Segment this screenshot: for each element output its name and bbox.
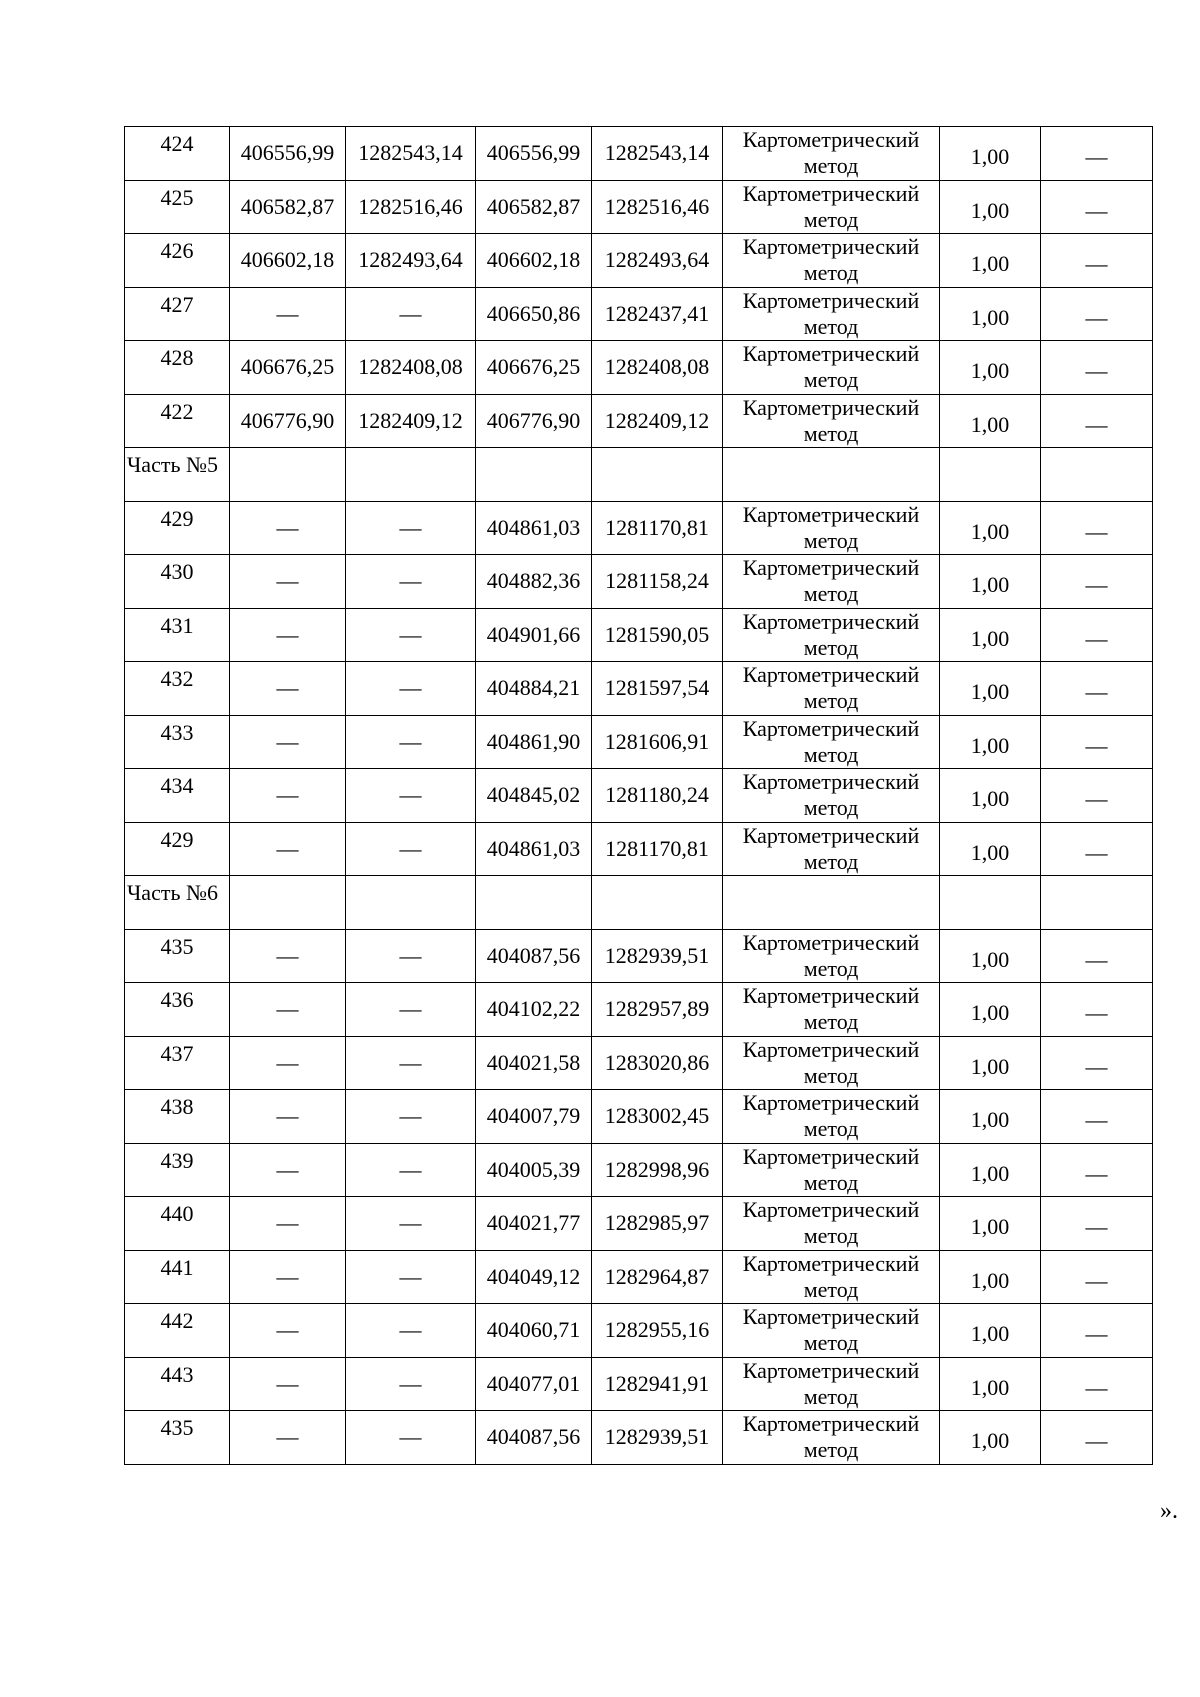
new-y: 1282493,64 [592,234,723,288]
description-cell: — [1041,394,1153,448]
accuracy: 1,00 [940,1090,1041,1144]
new-x: 404884,21 [476,662,592,716]
point-number: 428 [125,341,230,395]
method-line-1: Картометрический [742,715,920,741]
accuracy: 1,00 [940,127,1041,181]
new-x: 404049,12 [476,1250,592,1304]
accuracy: 1,00 [940,1357,1041,1411]
point-number: 424 [125,127,230,181]
existing-y: — [346,662,476,716]
accuracy: 1,00 [940,501,1041,555]
description-cell: — [1041,1036,1153,1090]
existing-y: — [346,608,476,662]
new-y: 1281170,81 [592,822,723,876]
table-row [125,662,1153,716]
table-row [125,1411,1153,1465]
new-y: 1282543,14 [592,127,723,181]
existing-x: — [230,1411,346,1465]
method-line-1: Картометрический [742,769,920,795]
new-y: 1282964,87 [592,1250,723,1304]
existing-y: — [346,501,476,555]
method-line-2: метод [803,1009,859,1035]
existing-x: — [230,501,346,555]
method-line-1: Картометрический [742,234,920,260]
method-cell [723,394,940,448]
new-y: 1282998,96 [592,1143,723,1197]
accuracy: 1,00 [940,662,1041,716]
new-y: 1282408,08 [592,341,723,395]
existing-y: 1282409,12 [346,394,476,448]
new-x: 404021,58 [476,1036,592,1090]
point-number: 436 [125,983,230,1037]
empty-cell [723,448,940,502]
method-line-2: метод [803,1062,859,1088]
accuracy: 1,00 [940,394,1041,448]
description-cell: — [1041,1304,1153,1358]
description-cell: — [1041,501,1153,555]
table-row [125,822,1153,876]
accuracy: 1,00 [940,769,1041,823]
accuracy: 1,00 [940,341,1041,395]
existing-x: 406776,90 [230,394,346,448]
description-cell: — [1041,608,1153,662]
accuracy: 1,00 [940,287,1041,341]
method-line-2: метод [803,367,859,393]
method-cell [723,1036,940,1090]
empty-cell [592,876,723,930]
existing-y: 1282493,64 [346,234,476,288]
method-cell [723,1143,940,1197]
accuracy: 1,00 [940,1250,1041,1304]
method-line-1: Картометрический [742,1411,920,1437]
new-y: 1282939,51 [592,1411,723,1465]
method-line-2: метод [803,313,859,339]
point-number: 427 [125,287,230,341]
method-line-2: метод [803,1330,859,1356]
point-number: 422 [125,394,230,448]
method-cell [723,1250,940,1304]
method-cell [723,180,940,234]
table-row [125,1357,1153,1411]
description-cell: — [1041,1250,1153,1304]
existing-x: — [230,1250,346,1304]
accuracy: 1,00 [940,1197,1041,1251]
accuracy: 1,00 [940,929,1041,983]
existing-y: 1282516,46 [346,180,476,234]
method-line-1: Картометрический [742,1250,920,1276]
existing-x: 406602,18 [230,234,346,288]
new-x: 404901,66 [476,608,592,662]
method-line-2: метод [803,688,859,714]
existing-y: 1282543,14 [346,127,476,181]
method-cell [723,822,940,876]
new-x: 404845,02 [476,769,592,823]
table-row [125,929,1153,983]
accuracy: 1,00 [940,180,1041,234]
existing-y: — [346,1036,476,1090]
method-line-2: метод [803,1223,859,1249]
method-cell [723,127,940,181]
method-cell [723,608,940,662]
new-x: 406556,99 [476,127,592,181]
new-x: 406676,25 [476,341,592,395]
empty-cell [940,448,1041,502]
part-label: Часть №6 [125,876,230,930]
table-row [125,715,1153,769]
description-cell: — [1041,769,1153,823]
existing-y: — [346,555,476,609]
new-y: 1282437,41 [592,287,723,341]
new-x: 404077,01 [476,1357,592,1411]
new-y: 1281180,24 [592,769,723,823]
existing-x: — [230,1036,346,1090]
table-row [125,1250,1153,1304]
existing-y: — [346,1143,476,1197]
method-cell [723,501,940,555]
existing-x: 406556,99 [230,127,346,181]
accuracy: 1,00 [940,234,1041,288]
table-row [125,341,1153,395]
description-cell: — [1041,1197,1153,1251]
empty-cell [230,876,346,930]
point-number: 441 [125,1250,230,1304]
existing-x: — [230,1357,346,1411]
method-line-1: Картометрический [742,555,920,581]
new-y: 1283002,45 [592,1090,723,1144]
table-row [125,234,1153,288]
existing-x: — [230,822,346,876]
existing-y: — [346,1197,476,1251]
existing-y: — [346,1250,476,1304]
method-line-1: Картометрический [742,287,920,313]
new-y: 1282516,46 [592,180,723,234]
part-header-row [125,876,1153,930]
description-cell: — [1041,662,1153,716]
new-x: 406650,86 [476,287,592,341]
new-x: 404861,03 [476,822,592,876]
existing-y: — [346,822,476,876]
description-cell: — [1041,822,1153,876]
empty-cell [476,876,592,930]
method-line-1: Картометрический [742,1304,920,1330]
accuracy: 1,00 [940,608,1041,662]
accuracy: 1,00 [940,715,1041,769]
table-row [125,287,1153,341]
method-line-1: Картометрический [742,127,920,153]
method-cell [723,287,940,341]
existing-x: — [230,715,346,769]
existing-x: — [230,662,346,716]
existing-x: — [230,769,346,823]
empty-cell [346,876,476,930]
point-number: 442 [125,1304,230,1358]
point-number: 437 [125,1036,230,1090]
method-cell [723,555,940,609]
method-line-2: метод [803,634,859,660]
method-line-2: метод [803,1116,859,1142]
description-cell: — [1041,715,1153,769]
method-line-2: метод [803,955,859,981]
existing-y: — [346,715,476,769]
accuracy: 1,00 [940,983,1041,1037]
description-cell: — [1041,983,1153,1037]
description-cell: — [1041,287,1153,341]
method-cell [723,662,940,716]
point-number: 439 [125,1143,230,1197]
table-row [125,608,1153,662]
table-row [125,1036,1153,1090]
new-y: 1282409,12 [592,394,723,448]
method-line-1: Картометрический [742,1197,920,1223]
method-cell [723,1090,940,1144]
table-row [125,127,1153,181]
table-row [125,555,1153,609]
part-header-row [125,448,1153,502]
new-x: 406602,18 [476,234,592,288]
method-line-1: Картометрический [742,394,920,420]
point-number: 429 [125,501,230,555]
empty-cell [723,876,940,930]
table-row [125,769,1153,823]
method-cell [723,983,940,1037]
point-number: 438 [125,1090,230,1144]
existing-x: — [230,983,346,1037]
method-line-1: Картометрический [742,1090,920,1116]
table-row [125,394,1153,448]
new-x: 404087,56 [476,1411,592,1465]
method-cell [723,234,940,288]
new-y: 1281158,24 [592,555,723,609]
method-line-2: метод [803,153,859,179]
empty-cell [1041,876,1153,930]
accuracy: 1,00 [940,1411,1041,1465]
point-number: 430 [125,555,230,609]
method-line-1: Картометрический [742,983,920,1009]
description-cell: — [1041,929,1153,983]
accuracy: 1,00 [940,822,1041,876]
description-cell: — [1041,127,1153,181]
point-number: 435 [125,1411,230,1465]
existing-x: — [230,287,346,341]
empty-cell [230,448,346,502]
method-cell [723,1304,940,1358]
new-y: 1281606,91 [592,715,723,769]
table-row [125,1304,1153,1358]
existing-x: — [230,1197,346,1251]
method-line-1: Картометрический [742,822,920,848]
method-cell [723,341,940,395]
method-line-1: Картометрический [742,929,920,955]
table-row [125,1090,1153,1144]
table-row [125,180,1153,234]
method-line-2: метод [803,1383,859,1409]
point-number: 434 [125,769,230,823]
accuracy: 1,00 [940,1304,1041,1358]
method-line-2: метод [803,527,859,553]
new-y: 1282939,51 [592,929,723,983]
point-number: 431 [125,608,230,662]
description-cell: — [1041,1357,1153,1411]
description-cell: — [1041,341,1153,395]
new-y: 1282957,89 [592,983,723,1037]
existing-x: — [230,1304,346,1358]
table-row [125,983,1153,1037]
accuracy: 1,00 [940,1036,1041,1090]
existing-y: — [346,1304,476,1358]
method-line-1: Картометрический [742,608,920,634]
existing-y: — [346,983,476,1037]
new-x: 404007,79 [476,1090,592,1144]
method-line-2: метод [803,1276,859,1302]
description-cell: — [1041,555,1153,609]
empty-cell [940,876,1041,930]
point-number: 426 [125,234,230,288]
method-line-2: метод [803,260,859,286]
method-line-1: Картометрический [742,1357,920,1383]
method-line-2: метод [803,848,859,874]
new-x: 404087,56 [476,929,592,983]
method-line-2: метод [803,206,859,232]
new-y: 1281597,54 [592,662,723,716]
point-number: 433 [125,715,230,769]
point-number: 432 [125,662,230,716]
existing-x: — [230,1090,346,1144]
new-y: 1282941,91 [592,1357,723,1411]
description-cell: — [1041,1090,1153,1144]
new-x: 404861,90 [476,715,592,769]
table-row [125,501,1153,555]
coordinates-table [124,126,1153,1465]
method-line-2: метод [803,741,859,767]
new-y: 1283020,86 [592,1036,723,1090]
new-x: 404861,03 [476,501,592,555]
existing-y: — [346,769,476,823]
table-body [125,127,1153,1465]
method-line-1: Картометрический [742,1143,920,1169]
method-cell [723,715,940,769]
new-x: 404882,36 [476,555,592,609]
empty-cell [476,448,592,502]
description-cell: — [1041,1143,1153,1197]
existing-x: — [230,1143,346,1197]
point-number: 440 [125,1197,230,1251]
new-y: 1281170,81 [592,501,723,555]
method-line-2: метод [803,581,859,607]
empty-cell [592,448,723,502]
existing-x: — [230,608,346,662]
method-line-2: метод [803,420,859,446]
accuracy: 1,00 [940,1143,1041,1197]
method-line-2: метод [803,1169,859,1195]
accuracy: 1,00 [940,555,1041,609]
new-x: 404005,39 [476,1143,592,1197]
existing-x: — [230,555,346,609]
new-x: 406776,90 [476,394,592,448]
method-line-2: метод [803,795,859,821]
new-x: 404060,71 [476,1304,592,1358]
point-number: 443 [125,1357,230,1411]
existing-y: — [346,1090,476,1144]
existing-y: — [346,929,476,983]
table-row [125,1143,1153,1197]
existing-x: — [230,929,346,983]
point-number: 425 [125,180,230,234]
new-y: 1282985,97 [592,1197,723,1251]
table-row [125,1197,1153,1251]
method-line-1: Картометрический [742,501,920,527]
method-line-1: Картометрический [742,180,920,206]
existing-y: — [346,1357,476,1411]
new-x: 404021,77 [476,1197,592,1251]
closing-quote: ». [1160,1498,1178,1524]
new-x: 404102,22 [476,983,592,1037]
method-cell [723,1357,940,1411]
description-cell: — [1041,1411,1153,1465]
method-cell [723,769,940,823]
method-line-1: Картометрический [742,341,920,367]
empty-cell [1041,448,1153,502]
description-cell: — [1041,234,1153,288]
method-line-1: Картометрический [742,1036,920,1062]
existing-x: 406582,87 [230,180,346,234]
existing-x: 406676,25 [230,341,346,395]
new-y: 1281590,05 [592,608,723,662]
method-cell [723,1411,940,1465]
method-line-1: Картометрический [742,662,920,688]
point-number: 429 [125,822,230,876]
part-label: Часть №5 [125,448,230,502]
existing-y: — [346,1411,476,1465]
empty-cell [346,448,476,502]
new-y: 1282955,16 [592,1304,723,1358]
method-cell [723,1197,940,1251]
existing-y: — [346,287,476,341]
description-cell: — [1041,180,1153,234]
existing-y: 1282408,08 [346,341,476,395]
method-cell [723,929,940,983]
new-x: 406582,87 [476,180,592,234]
method-line-2: метод [803,1437,859,1463]
point-number: 435 [125,929,230,983]
